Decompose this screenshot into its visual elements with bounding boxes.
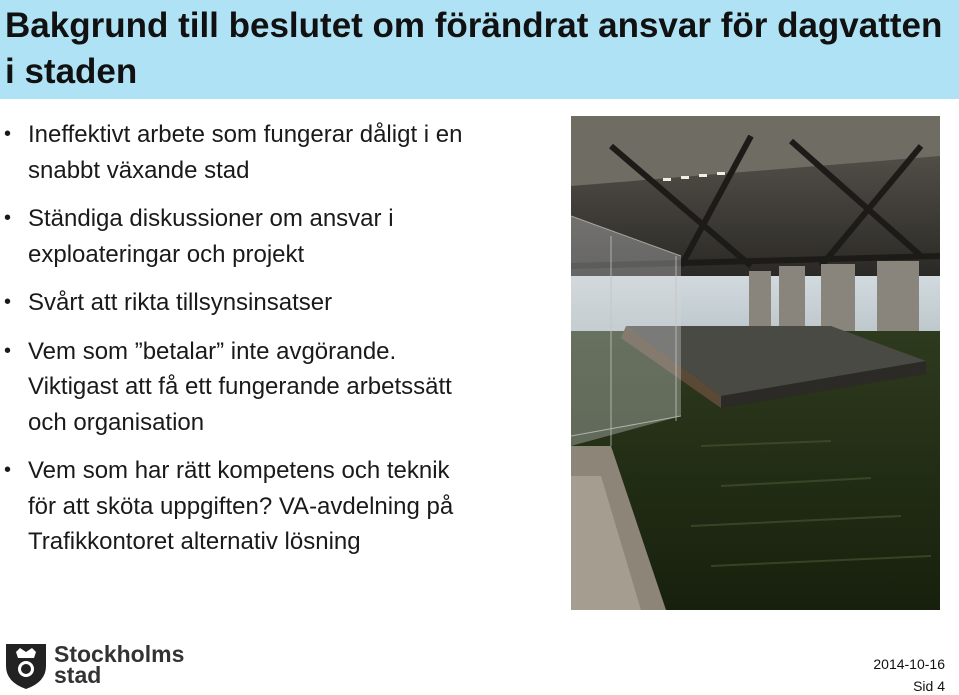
logo-line-1: Stockholms bbox=[54, 641, 185, 667]
logo-line-2: stad bbox=[54, 662, 102, 688]
crown-shield-icon bbox=[2, 638, 50, 690]
bullet-glyph: • bbox=[4, 207, 12, 229]
photo-illustration bbox=[571, 116, 940, 610]
slide-title: Bakgrund till beslutet om förändrat ansvar för dagvatten i staden bbox=[5, 6, 943, 91]
stockholms-stad-logo bbox=[2, 638, 185, 690]
title-band bbox=[0, 0, 959, 99]
bullet-text: Svårt att rikta tillsynsinsatser bbox=[28, 289, 333, 316]
bullet-item bbox=[0, 117, 470, 188]
bullet-glyph: • bbox=[4, 459, 12, 481]
bullet-glyph: • bbox=[4, 339, 12, 362]
bullet-item bbox=[0, 453, 470, 560]
bullet-text: Ineffektivt arbete som fungerar dåligt i en snabbt växande stad bbox=[28, 121, 463, 184]
bullet-item bbox=[0, 285, 470, 321]
bullet-text: Ständiga diskussioner om ansvar i exploateringar och projekt bbox=[28, 205, 394, 268]
bullet-text: Vem som ”betalar” inte avgörande. Viktigast att få ett fungerande arbetssätt och organisation bbox=[28, 337, 452, 436]
bullet-glyph: • bbox=[4, 123, 12, 145]
bullet-item bbox=[0, 334, 470, 441]
bullet-glyph: • bbox=[4, 291, 12, 313]
logo-wordmark bbox=[54, 641, 185, 688]
bullet-text: Vem som har rätt kompetens och teknik för att sköta uppgiften? VA-avdelning på Trafikkontoret alternativ lösning bbox=[28, 457, 454, 555]
bullet-item bbox=[0, 201, 470, 272]
slide-date: 2014-10-16 bbox=[873, 656, 945, 672]
bullet-list bbox=[0, 117, 470, 573]
bridge-dock-photo bbox=[571, 116, 940, 610]
page-number: Sid 4 bbox=[913, 678, 945, 694]
